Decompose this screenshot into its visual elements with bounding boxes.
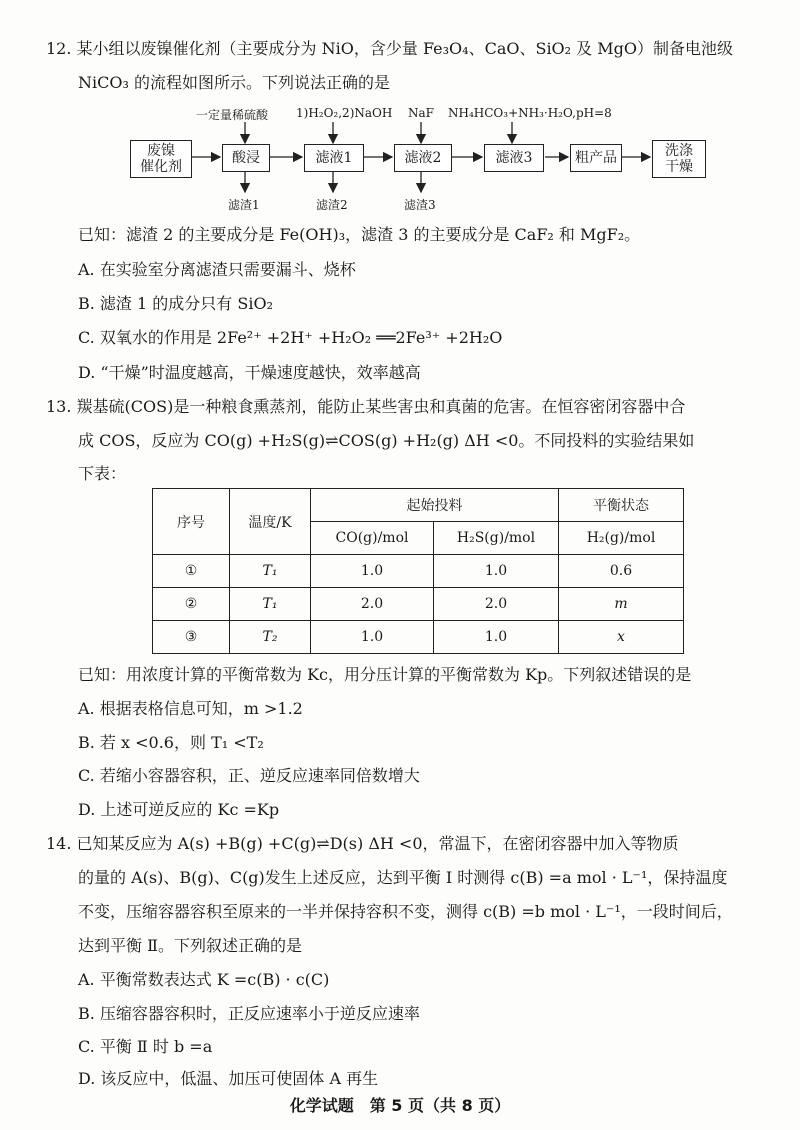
q12-stem-line2: NiCO₃ 的流程如图所示。下列说法正确的是 [78, 73, 390, 92]
residue-label-3: 滤渣3 [404, 198, 436, 212]
q13-option-b: B. 若 x <0.6，则 T₁ <T₂ [78, 733, 264, 752]
q13-stem-line2: 成 COS，反应为 CO(g) +H₂S(g)⇌COS(g) +H₂(g) ΔH <0。不同投料的实验结果如 [78, 431, 695, 450]
th-no: 序号 [153, 489, 230, 555]
flow-arrows [0, 0, 800, 220]
input-label-2: 1)H₂O₂,2)NaOH [296, 106, 393, 120]
q13-stem-line3: 下表： [78, 464, 127, 483]
q12-option-b: B. 滤渣 1 的成分只有 SiO₂ [78, 294, 273, 313]
q12-option-a: A. 在实验室分离滤渣只需要漏斗、烧杯 [78, 260, 356, 279]
q13-option-c: C. 若缩小容器容积，正、逆反应速率同倍数增大 [78, 766, 420, 785]
q13-stem-line1: 13. 羰基硫(COS)是一种粮食熏蒸剂，能防止某些害虫和真菌的危害。在恒容密闭容器中合 [46, 397, 686, 416]
residue-label-1: 滤渣1 [228, 198, 260, 212]
q14-option-d: D. 该反应中，低温、加压可使固体 A 再生 [78, 1069, 379, 1088]
q13-option-d: D. 上述可逆反应的 Kc =Kp [78, 800, 280, 819]
cell: 0.6 [559, 555, 684, 588]
box-wash-dry: 洗涤 干燥 [652, 140, 706, 178]
q14-stem-line3: 不变，压缩容器容积至原来的一半并保持容积不变，测得 c(B) =b mol · L⁻¹，一段时间后， [78, 902, 733, 921]
table-row [153, 588, 684, 621]
cell: 2.0 [311, 588, 434, 621]
q14-stem-line1: 14. 已知某反应为 A(s) +B(g) +C(g)⇌D(s) ΔH <0，常温下，在密闭容器中加入等物质 [46, 834, 679, 853]
box-filtrate-3: 滤液3 [484, 144, 544, 172]
cell: T₁ [230, 555, 311, 588]
input-label-3: NaF [408, 106, 434, 120]
box-filtrate-2: 滤液2 [394, 144, 452, 172]
cell: 1.0 [434, 621, 559, 654]
table-row [153, 621, 684, 654]
th-start: 起始投料 [311, 489, 559, 522]
cell: 1.0 [434, 555, 559, 588]
th-eq: 平衡状态 [559, 489, 684, 522]
box-filtrate-1: 滤液1 [304, 144, 364, 172]
cell: ③ [153, 621, 230, 654]
q14-option-a: A. 平衡常数表达式 K =c(B) · c(C) [78, 970, 330, 989]
cell: 1.0 [311, 621, 434, 654]
q12-known: 已知：滤渣 2 的主要成分是 Fe(OH)₃，滤渣 3 的主要成分是 CaF₂ 和 MgF₂。 [78, 225, 641, 244]
cell: m [559, 588, 684, 621]
cell: ① [153, 555, 230, 588]
th-temp: 温度/K [230, 489, 311, 555]
cell: T₁ [230, 588, 311, 621]
q13-option-a: A. 根据表格信息可知，m >1.2 [78, 699, 303, 718]
cell: 2.0 [434, 588, 559, 621]
th-h2s: H₂S(g)/mol [434, 522, 559, 555]
residue-label-2: 滤渣2 [316, 198, 348, 212]
cell: 1.0 [311, 555, 434, 588]
box-acid-leach: 酸浸 [222, 144, 270, 172]
q14-option-c: C. 平衡 Ⅱ 时 b =a [78, 1037, 213, 1056]
q13-known: 已知：用浓度计算的平衡常数为 Kc，用分压计算的平衡常数为 Kp。下列叙述错误的是 [78, 665, 692, 684]
input-label-4: NH₄HCO₃+NH₃·H₂O,pH=8 [448, 106, 612, 120]
input-label-1: 一定量稀硫酸 [196, 108, 269, 122]
q13-data-table [152, 488, 684, 654]
cell: ② [153, 588, 230, 621]
cell: x [559, 621, 684, 654]
box-crude-product: 粗产品 [570, 144, 622, 172]
q12-option-d: D. “干燥”时温度越高，干燥速度越快，效率越高 [78, 363, 421, 382]
box-waste-catalyst: 废镍 催化剂 [130, 140, 192, 178]
q14-option-b: B. 压缩容器容积时，正反应速率小于逆反应速率 [78, 1004, 420, 1023]
q14-stem-line2: 的量的 A(s)、B(g)、C(g)发生上述反应，达到平衡 Ⅰ 时测得 c(B) =a mol · L⁻¹，保持温度 [78, 868, 728, 887]
th-h2: H₂(g)/mol [559, 522, 684, 555]
th-co: CO(g)/mol [311, 522, 434, 555]
q12-stem-line1: 12. 某小组以废镍催化剂（主要成分为 NiO，含少量 Fe₃O₄、CaO、SiO₂ 及 MgO）制备电池级 [46, 39, 734, 58]
page-footer: 化学试题 第 5 页（共 8 页） [289, 1096, 511, 1115]
q12-option-c: C. 双氧水的作用是 2Fe²⁺ +2H⁺ +H₂O₂ ══2Fe³⁺ +2H₂O [78, 328, 503, 347]
q14-stem-line4: 达到平衡 Ⅱ。下列叙述正确的是 [78, 936, 302, 955]
cell: T₂ [230, 621, 311, 654]
table-row [153, 555, 684, 588]
